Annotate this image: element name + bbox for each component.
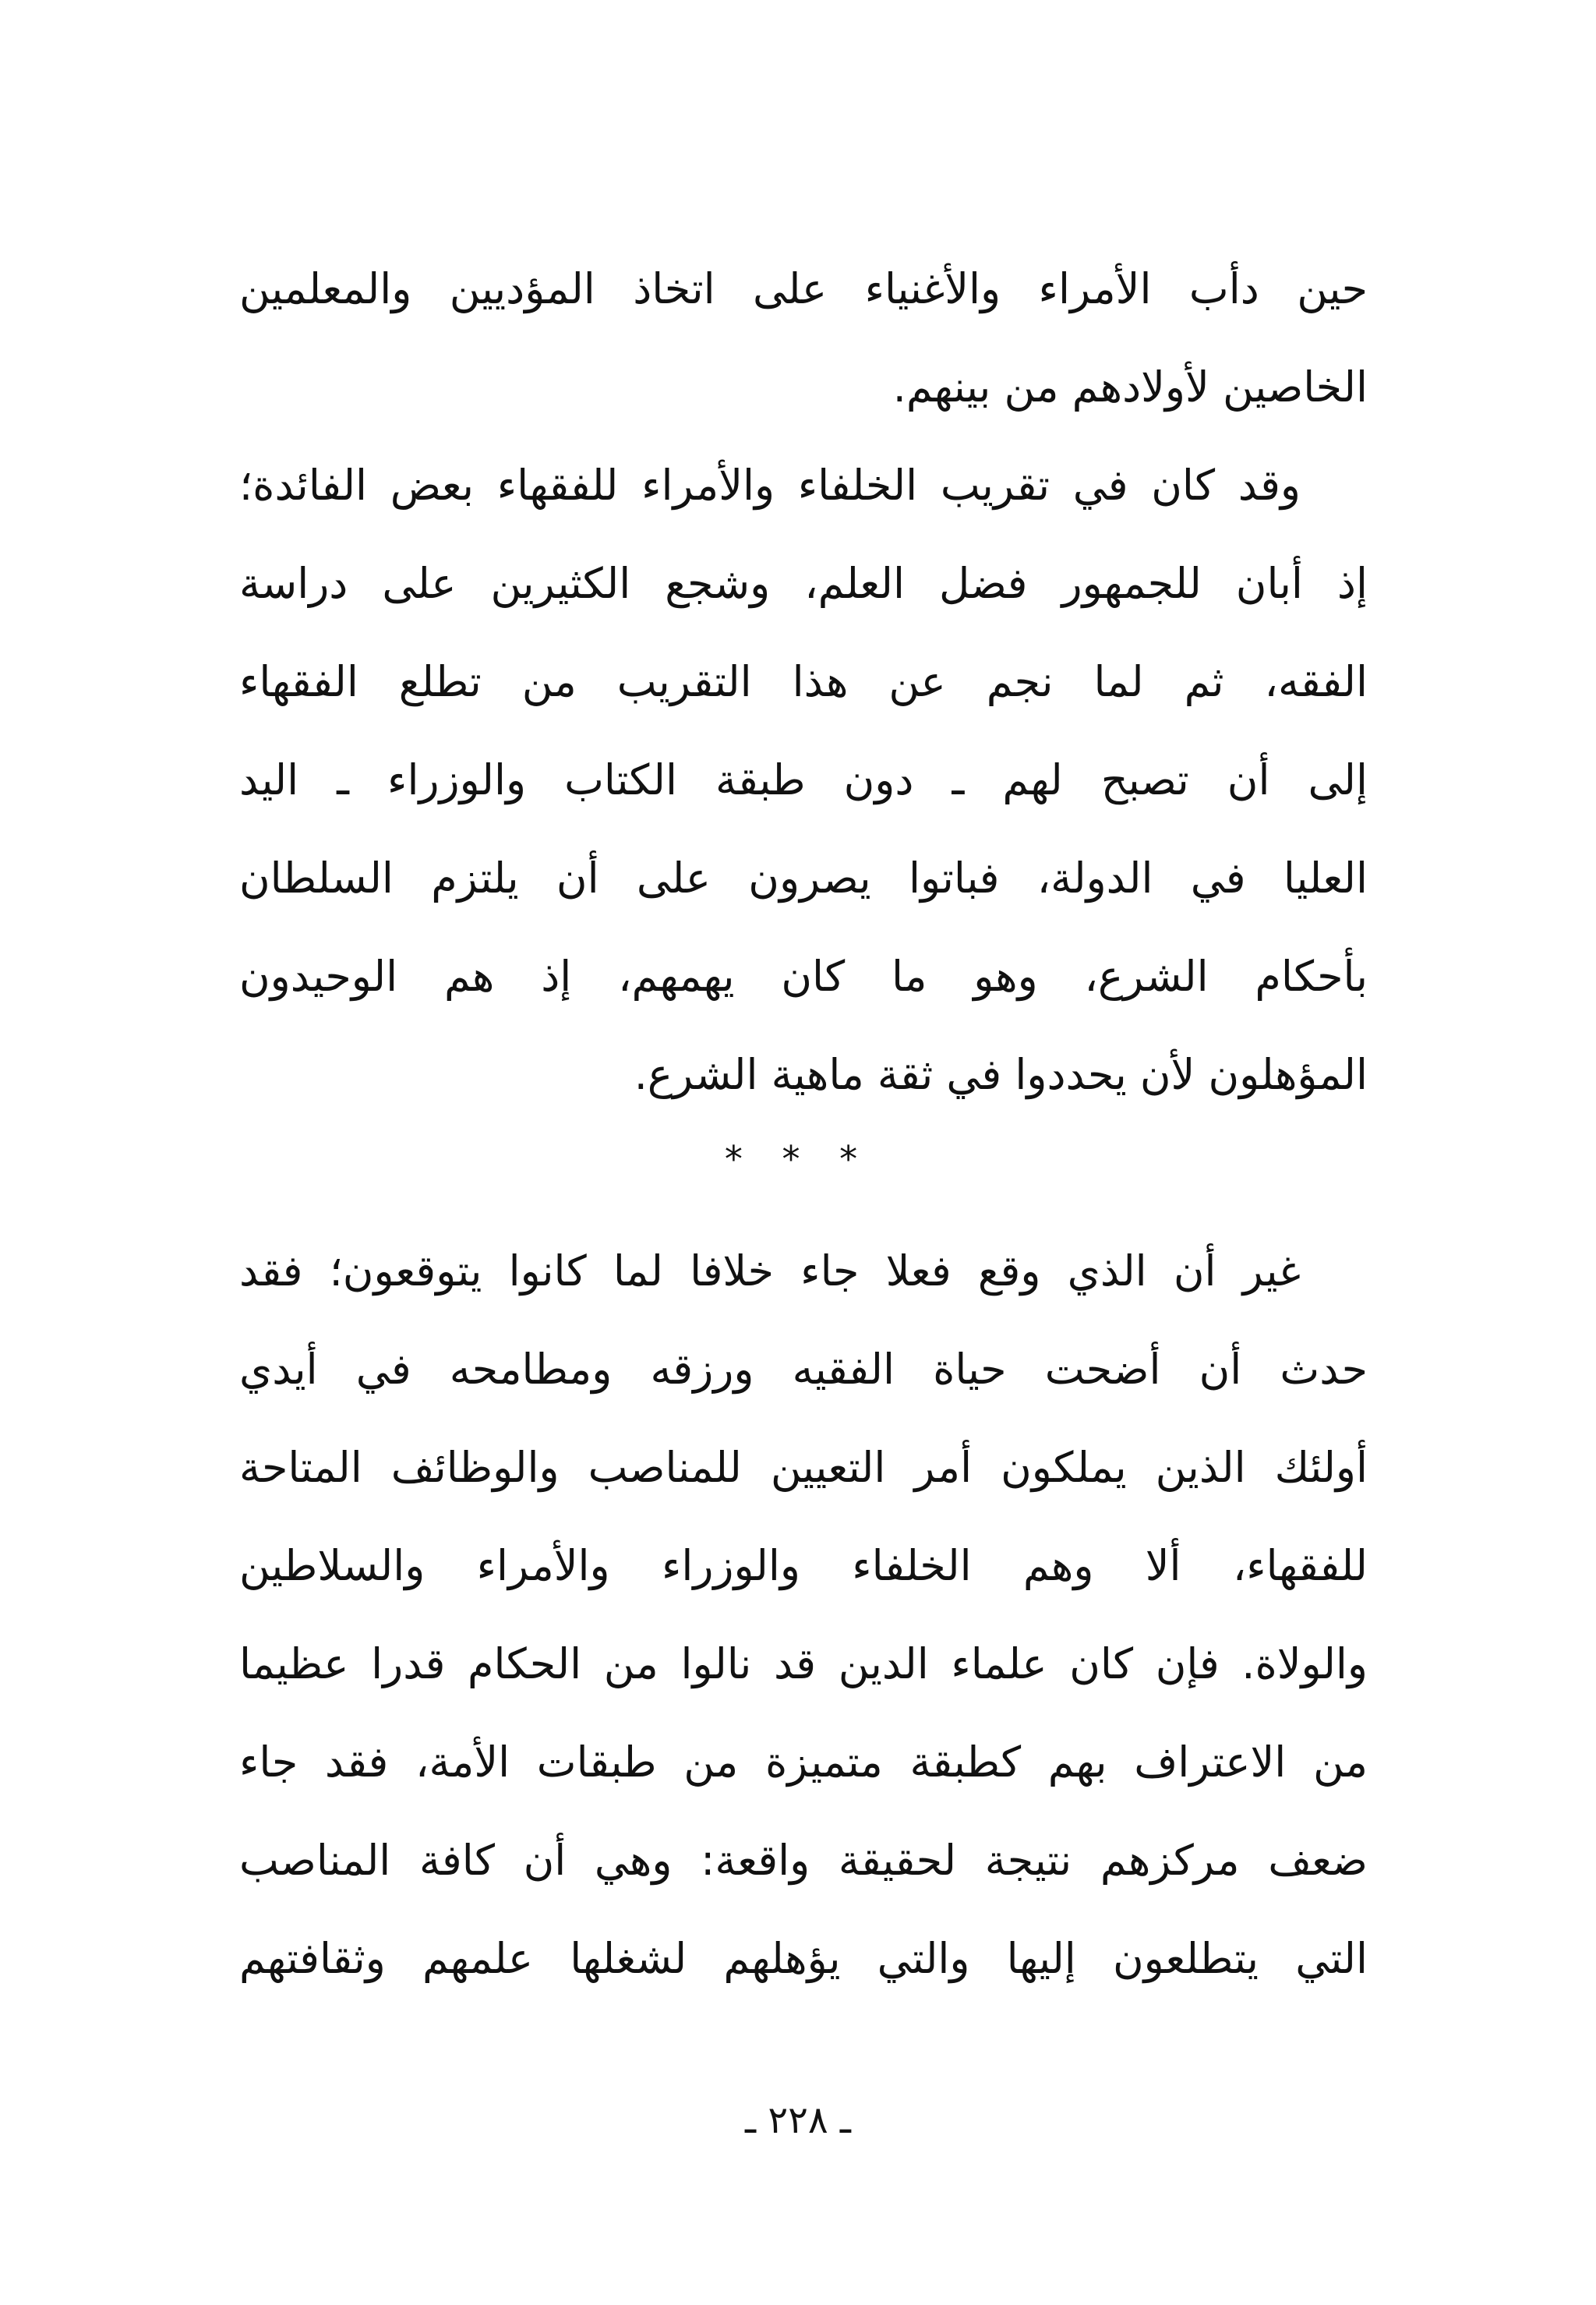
paragraph-first-line: وقد كان في تقريب الخلفاء والأمراء للفقهاء بعض الفائدة؛: [239, 461, 1301, 510]
text-line: حين دأب الأمراء والأغنياء على اتخاذ المؤديين والمعلمين: [239, 264, 1368, 313]
text-line: للفقهاء، ألا وهم الخلفاء والوزراء والأمراء والسلاطين: [239, 1541, 1368, 1590]
text-line: الخاصين لأولادهم من بينهم.: [892, 362, 1368, 412]
text-block-lower: [239, 1222, 1368, 2008]
text-line: العليا في الدولة، فباتوا يصرون على أن يلتزم السلطان: [239, 854, 1368, 903]
text-line: حدث أن أضحت حياة الفقيه ورزقه ومطامحه في أيدي: [239, 1345, 1368, 1394]
text-line: أولئك الذين يملكون أمر التعيين للمناصب والوظائف المتاحة: [239, 1443, 1368, 1492]
text-line: بأحكام الشرع، وهو ما كان يهمهم، إذ هم الوحيدون: [239, 952, 1368, 1001]
text-line: التي يتطلعون إليها والتي يؤهلهم لشغلها علمهم وثقافتهم: [239, 1934, 1368, 1983]
page-number: ـ ٢٢٨ ـ: [745, 2098, 851, 2142]
text-line: من الاعتراف بهم كطبقة متميزة من طبقات الأمة، فقد جاء: [239, 1738, 1368, 1787]
paragraph-first-line: غير أن الذي وقع فعلا جاء خلافا لما كانوا يتوقعون؛ فقد: [239, 1246, 1301, 1296]
text-line: والولاة. فإن كان علماء الدين قد نالوا من الحكام قدرا عظيما: [239, 1639, 1368, 1688]
text-line: إلى أن تصبح لهم ـ دون طبقة الكتاب والوزراء ـ اليد: [239, 755, 1368, 804]
text-line: المؤهلون لأن يحددوا في ثقة ماهية الشرع.: [634, 1050, 1368, 1099]
text-line: الفقه، ثم لما نجم عن هذا التقريب من تطلع الفقهاء: [239, 657, 1368, 706]
text-line: ضعف مركزهم نتيجة لحقيقة واقعة: وهي أن كافة المناصب: [239, 1836, 1368, 1885]
section-separator: * * *: [724, 1138, 872, 1180]
text-block-upper: [239, 240, 1368, 1124]
text-line: إذ أبان للجمهور فضل العلم، وشجع الكثيرين على دراسة: [239, 559, 1368, 608]
